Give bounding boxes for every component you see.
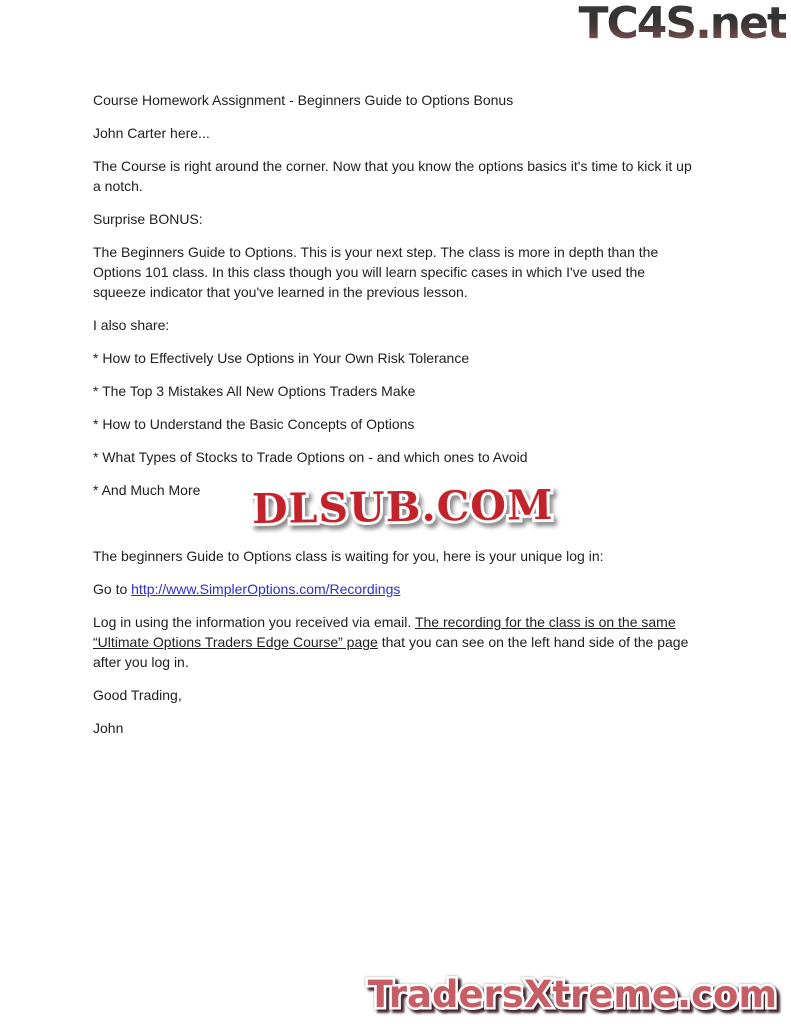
login-pre-text: Log in using the information you received via email. bbox=[93, 614, 415, 630]
goto-paragraph bbox=[93, 579, 699, 599]
bonus-description-paragraph: The Beginners Guide to Options. This is your next step. The class is more in depth than the Options 101 class. In this class though you will learn specific cases in which I've used the squeeze indicator that you've learned in the previous lesson. bbox=[93, 244, 659, 300]
goto-prefix-text: Go to bbox=[93, 581, 132, 597]
greeting-line: John Carter here... bbox=[93, 125, 210, 141]
surprise-bonus-line: Surprise BONUS: bbox=[93, 211, 203, 227]
login-post-text: that you can see on the left hand side of the page after you log in. bbox=[93, 634, 689, 670]
signature-line: John bbox=[93, 720, 124, 736]
bullet-item-much-more: * And Much More bbox=[93, 482, 201, 498]
login-underlined-text: The recording for the class is on the same “Ultimate Options Traders Edge Course” page bbox=[93, 614, 676, 650]
login-paragraph bbox=[93, 612, 699, 672]
waiting-paragraph: The beginners Guide to Options class is waiting for you, here is your unique log in: bbox=[93, 548, 604, 564]
assignment-title: Course Homework Assignment - Beginners Guide to Options Bonus bbox=[93, 92, 514, 108]
share-intro-line: I also share: bbox=[93, 317, 170, 333]
tradersxtreme-footer-logo: TradersXtreme.com bbox=[367, 973, 777, 1016]
bullet-item-top-3-mistakes: * The Top 3 Mistakes All New Options Traders Make bbox=[93, 383, 416, 399]
recordings-link[interactable]: http://www.SimplerOptions.com/Recordings bbox=[131, 581, 401, 597]
bullet-item-risk-tolerance: * How to Effectively Use Options in Your Own Risk Tolerance bbox=[93, 350, 470, 366]
closing-line: Good Trading, bbox=[93, 687, 182, 703]
letter-body bbox=[93, 90, 699, 751]
dlsub-watermark: DLSUB.COM bbox=[251, 480, 554, 534]
bullet-item-basic-concepts: * How to Understand the Basic Concepts of Options bbox=[93, 416, 415, 432]
intro-paragraph: The Course is right around the corner. Now that you know the options basics it's time to kick it up a notch. bbox=[93, 158, 692, 194]
tc4s-header-logo: TC4S.net bbox=[578, 0, 786, 49]
bullet-item-stock-types: * What Types of Stocks to Trade Options on - and which ones to Avoid bbox=[93, 449, 528, 465]
